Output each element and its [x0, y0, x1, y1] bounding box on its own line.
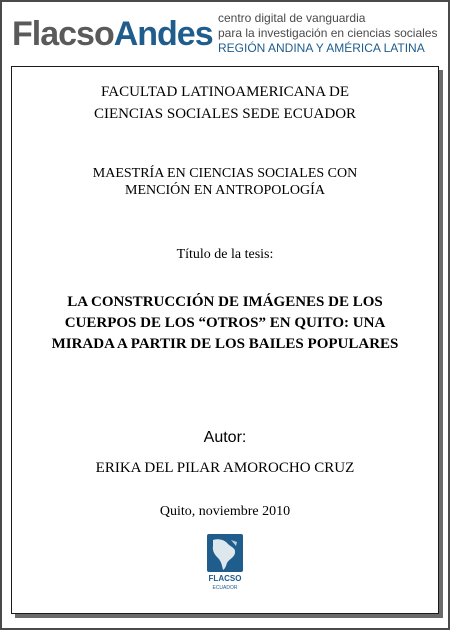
- header-tagline: [218, 11, 437, 56]
- logo-andes-text: Andes: [113, 15, 213, 53]
- seal-ecuador-text: ECUADOR: [212, 585, 238, 591]
- tagline-region: REGIÓN ANDINA Y AMÉRICA LATINA: [218, 41, 425, 55]
- degree-line-2: MENCIÓN EN ANTROPOLOGÍA: [125, 183, 325, 198]
- faculty-line-2: CIENCIAS SOCIALES SEDE ECUADOR: [93, 106, 357, 122]
- degree-line-1: MAESTRÍA EN CIENCIAS SOCIALES CON: [92, 166, 358, 181]
- publication-date: Quito, noviembre 2010: [159, 504, 291, 519]
- tagline-line-1: centro digital de vanguardia: [218, 11, 366, 25]
- faculty-heading: [12, 81, 438, 125]
- degree-heading: [12, 165, 438, 199]
- faculty-line-1: FACULTAD LATINOAMERICANA DE: [101, 84, 349, 100]
- logo-flacso-text: Flacso: [12, 15, 114, 53]
- author-name: ERIKA DEL PILAR AMOROCHO CRUZ: [95, 460, 355, 476]
- tagline-line-2: para la investigación en ciencias sociales: [218, 26, 438, 40]
- flacso-ecuador-seal-icon: [203, 534, 247, 592]
- seal-flacso-text: FLACSO: [208, 574, 242, 583]
- thesis-label: Título de la tesis:: [176, 247, 274, 262]
- thesis-title: [12, 292, 438, 355]
- thesis-title-line-1: LA CONSTRUCCIÓN DE IMÁGENES DE LOS: [67, 294, 383, 310]
- thesis-title-page: [11, 66, 439, 614]
- author-label: Autor:: [203, 429, 247, 446]
- flacso-andes-logo[interactable]: [12, 14, 213, 54]
- thesis-title-line-3: MIRADA A PARTIR DE LOS BAILES POPULARES: [51, 336, 399, 352]
- thesis-title-line-2: CUERPOS DE LOS “OTROS” EN QUITO: UNA: [64, 315, 386, 331]
